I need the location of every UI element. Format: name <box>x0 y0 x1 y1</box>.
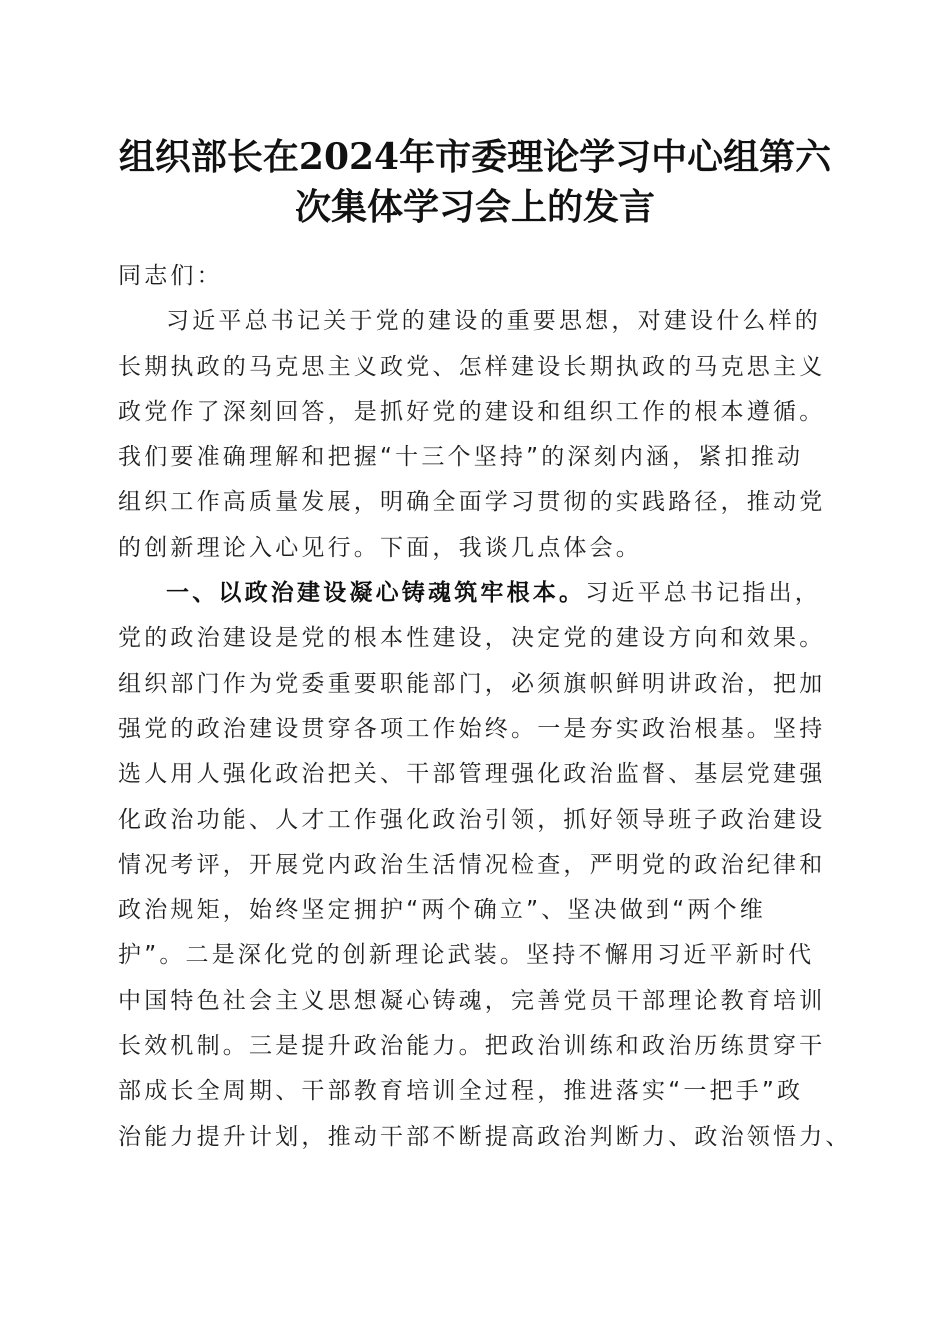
intro-line-2: 长期执政的马克思主义政党、怎样建设长期执政的马克思主义 <box>118 353 826 380</box>
section1-first-line <box>118 571 838 616</box>
section1-line-11: 长效机制。三是提升政治能力。把政治训练和政治历练贯穿干 <box>118 1033 826 1060</box>
section1-line-4: 强党的政治建设贯穿各项工作始终。一是夯实政治根基。坚持 <box>118 715 826 742</box>
title-line-1: 组织部长在2024年市委理论学习中心组第六 <box>118 136 832 178</box>
title-line-2: 次集体学习会上的发言 <box>294 186 655 228</box>
intro-line-4: 我们要准确理解和把握“十三个坚持”的深刻内涵，紧扣推动 <box>118 444 804 471</box>
salutation: 同志们： <box>118 263 223 289</box>
section1-line-8: 政治规矩，始终坚定拥护“两个确立”、坚决做到“两个维 <box>118 897 766 924</box>
intro-line-6: 的创新理论入心见行。下面，我谈几点体会。 <box>118 534 642 561</box>
section1-first-line-rest: 习近平总书记指出， <box>585 580 822 607</box>
section1-line-5: 选人用人强化政治把关、干部管理强化政治监督、基层党建强 <box>118 761 826 788</box>
section1-line-6: 化政治功能、人才工作强化政治引领，抓好领导班子政治建设 <box>118 806 826 833</box>
section1-line-2: 党的政治建设是党的根本性建设，决定党的建设方向和效果。 <box>118 625 826 652</box>
section1-heading: 一、以政治建设凝心铸魂筑牢根本。 <box>166 580 586 607</box>
section1-line-9: 护”。二是深化党的创新理论武装。坚持不懈用习近平新时代 <box>118 942 815 969</box>
section1-line-10: 中国特色社会主义思想凝心铸魂，完善党员干部理论教育培训 <box>118 987 826 1014</box>
intro-line-3: 政党作了深刻回答，是抓好党的建设和组织工作的根本遵循。 <box>118 398 826 425</box>
section1-line-7: 情况考评，开展党内政治生活情况检查，严明党的政治纪律和 <box>118 851 826 878</box>
section1-line-13: 治能力提升计划，推动干部不断提高政治判断力、政治领悟力、 <box>118 1123 852 1150</box>
section1-line-12: 部成长全周期、干部教育培训全过程，推进落实“一把手”政 <box>118 1078 804 1105</box>
intro-line-5: 组织工作高质量发展，明确全面学习贯彻的实践路径，推动党 <box>118 489 826 516</box>
intro-line-1: 习近平总书记关于党的建设的重要思想，对建设什么样的 <box>166 308 821 335</box>
document-body <box>118 254 852 1160</box>
section1-line-3: 组织部门作为党委重要职能部门，必须旗帜鲜明讲政治，把加 <box>118 670 826 697</box>
document-title <box>100 132 850 232</box>
